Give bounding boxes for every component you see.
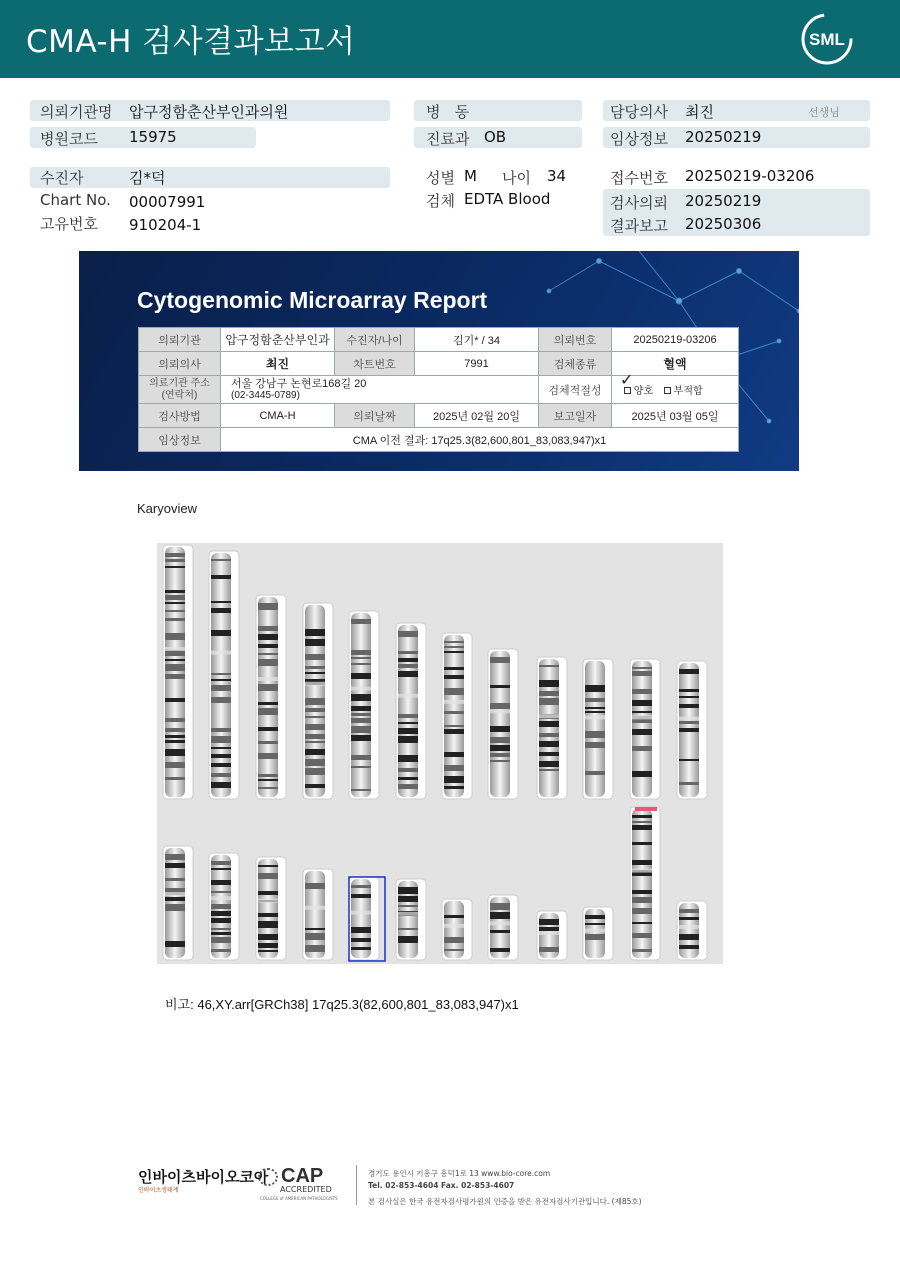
dept-label: 진료과	[426, 130, 470, 148]
chromosome	[303, 869, 333, 960]
table-row	[139, 376, 739, 404]
table-cell: 20250219-03206	[612, 328, 739, 352]
header-bar	[0, 0, 900, 78]
clinical-label: 임상정보	[610, 130, 668, 148]
table-cell: 혈액	[612, 352, 739, 376]
chromosome	[583, 659, 613, 799]
chromosome	[537, 657, 567, 799]
table-row	[139, 428, 739, 452]
cap-seal-icon	[258, 1168, 278, 1186]
chromosome	[209, 853, 239, 960]
cap-accredited: ACCREDITED	[280, 1185, 332, 1194]
dept-value: OB	[484, 128, 507, 146]
inadequate-label: 부적합	[673, 386, 703, 397]
table-cell: CMA-H	[221, 404, 335, 428]
table-cell: 의뢰의사	[139, 352, 221, 376]
table-cell: 보고일자	[539, 404, 612, 428]
chromosome	[677, 901, 707, 960]
report-table	[138, 327, 739, 452]
table-cell: 의뢰기관	[139, 328, 221, 352]
footer-address: 경기도 용인시 기흥구 흥덕1로 13 www.bio-core.com	[368, 1169, 551, 1178]
specimen-label: 검체	[426, 192, 455, 210]
table-cell: 의료기관 주소 (연락처)	[139, 376, 221, 404]
table-cell: CMA 이전 결과: 17q25.3(82,600,801_83,083,947)x1	[221, 428, 739, 452]
specimen-value: EDTA Blood	[464, 190, 551, 208]
chrX-marker	[635, 807, 657, 811]
chromosome	[396, 879, 426, 960]
footer-divider	[356, 1165, 357, 1205]
chromosome	[488, 649, 518, 799]
karyogram-panel	[157, 543, 723, 964]
cma-report-banner	[79, 251, 799, 471]
table-cell: 차트번호	[335, 352, 415, 376]
table-cell: 7991	[415, 352, 539, 376]
age-label: 나이	[502, 169, 531, 187]
chromosome	[488, 895, 518, 960]
sex-label: 성별	[426, 169, 455, 187]
chromosome	[163, 846, 193, 960]
chromosome	[256, 595, 286, 799]
cap-tagline: COLLEGE of AMERICAN PATHOLOGISTS	[260, 1196, 338, 1201]
checkbox-icon	[664, 387, 671, 394]
hosp-code-value: 15975	[129, 128, 177, 146]
footer-cert: 본 검사실은 한국 유전자검사평가원의 인증을 받은 유전자검사기관입니다. (제85호)	[368, 1197, 642, 1206]
chart-label: Chart No.	[40, 191, 111, 209]
karyogram-svg	[157, 543, 723, 964]
age-value: 34	[547, 167, 567, 185]
table-cell: 검사방법	[139, 404, 221, 428]
table-cell: 임상정보	[139, 428, 221, 452]
table-cell: 의뢰번호	[539, 328, 612, 352]
chromosome	[349, 611, 379, 799]
phone-line: (02-3445-0789)	[231, 389, 300, 401]
result-value: 20250306	[685, 215, 762, 233]
report-title: CMA-H 검사결과보고서	[26, 24, 356, 60]
table-cell: 수진자/나이	[335, 328, 415, 352]
patient-value: 김*덕	[129, 169, 166, 187]
req-inst-value: 압구정함춘산부인과의원	[129, 103, 289, 121]
hosp-code-label: 병원코드	[40, 130, 98, 148]
company-sub: 인바이츠생태계	[138, 1187, 179, 1194]
receipt-value: 20250219-03206	[685, 167, 815, 185]
clinical-value: 20250219	[685, 128, 762, 146]
table-row	[139, 404, 739, 428]
sex-value: M	[464, 167, 477, 185]
table-cell: 검체종류	[539, 352, 612, 376]
chromosome	[442, 899, 472, 960]
test-req-value: 20250219	[685, 192, 762, 210]
chromosome	[583, 907, 613, 960]
adequate-label: 양호	[633, 386, 654, 397]
doctor-suffix: 선생님	[808, 106, 840, 119]
table-row	[139, 328, 739, 352]
chromosome	[163, 545, 193, 799]
svg-text:SML: SML	[809, 30, 845, 49]
table-cell: 최진	[221, 352, 335, 376]
table-cell: 압구정함춘산부인과	[221, 328, 335, 352]
chromosome	[303, 603, 333, 799]
receipt-label: 접수번호	[610, 169, 668, 187]
chromosome	[349, 877, 379, 960]
chromosome	[256, 857, 286, 960]
sml-logo-icon	[800, 12, 854, 66]
patient-row	[30, 167, 390, 188]
address-cell	[221, 376, 539, 404]
remark-note: 비고: 46,XY.arr[GRCh38] 17q25.3(82,600,801_83,083,947)x1	[165, 997, 519, 1012]
result-label: 결과보고	[610, 217, 668, 235]
address-line: 서울 강남구 논현로168길 20	[231, 377, 367, 390]
table-cell: 2025년 02월 20일	[415, 404, 539, 428]
patient-label: 수진자	[40, 169, 84, 187]
chromosome	[630, 807, 660, 960]
table-cell: 김기* / 34	[415, 328, 539, 352]
chromosome	[442, 633, 472, 799]
chromosome	[209, 551, 239, 799]
table-row	[139, 352, 739, 376]
karyoview-label: Karyoview	[137, 501, 197, 516]
chromosome	[396, 623, 426, 799]
test-req-label: 검사의뢰	[610, 194, 668, 212]
doctor-label: 담당의사	[610, 103, 668, 121]
chromosome	[537, 911, 567, 960]
company-logo: 인바이츠바이오코아	[138, 1168, 269, 1186]
banner-title: Cytogenomic Microarray Report	[137, 287, 488, 313]
checkmark-icon: ✓	[620, 372, 634, 389]
req-inst-label: 의뢰기관명	[40, 103, 113, 121]
doctor-value: 최진	[685, 103, 714, 121]
uid-label: 고유번호	[40, 215, 98, 233]
ward-label: 병 동	[426, 103, 470, 121]
footer-phone: Tel. 02-853-4604 Fax. 02-853-4607	[368, 1181, 515, 1190]
chromosome	[677, 661, 707, 799]
table-cell: 2025년 03월 05일	[612, 404, 739, 428]
specimen-adequacy-cell	[612, 372, 739, 404]
chart-value: 00007991	[129, 193, 206, 211]
uid-value: 910204-1	[129, 216, 202, 234]
cap-logo: CAP	[281, 1165, 324, 1187]
table-cell: 의뢰날짜	[335, 404, 415, 428]
chromosome	[630, 659, 660, 799]
table-cell: 검체적절성	[539, 376, 612, 404]
